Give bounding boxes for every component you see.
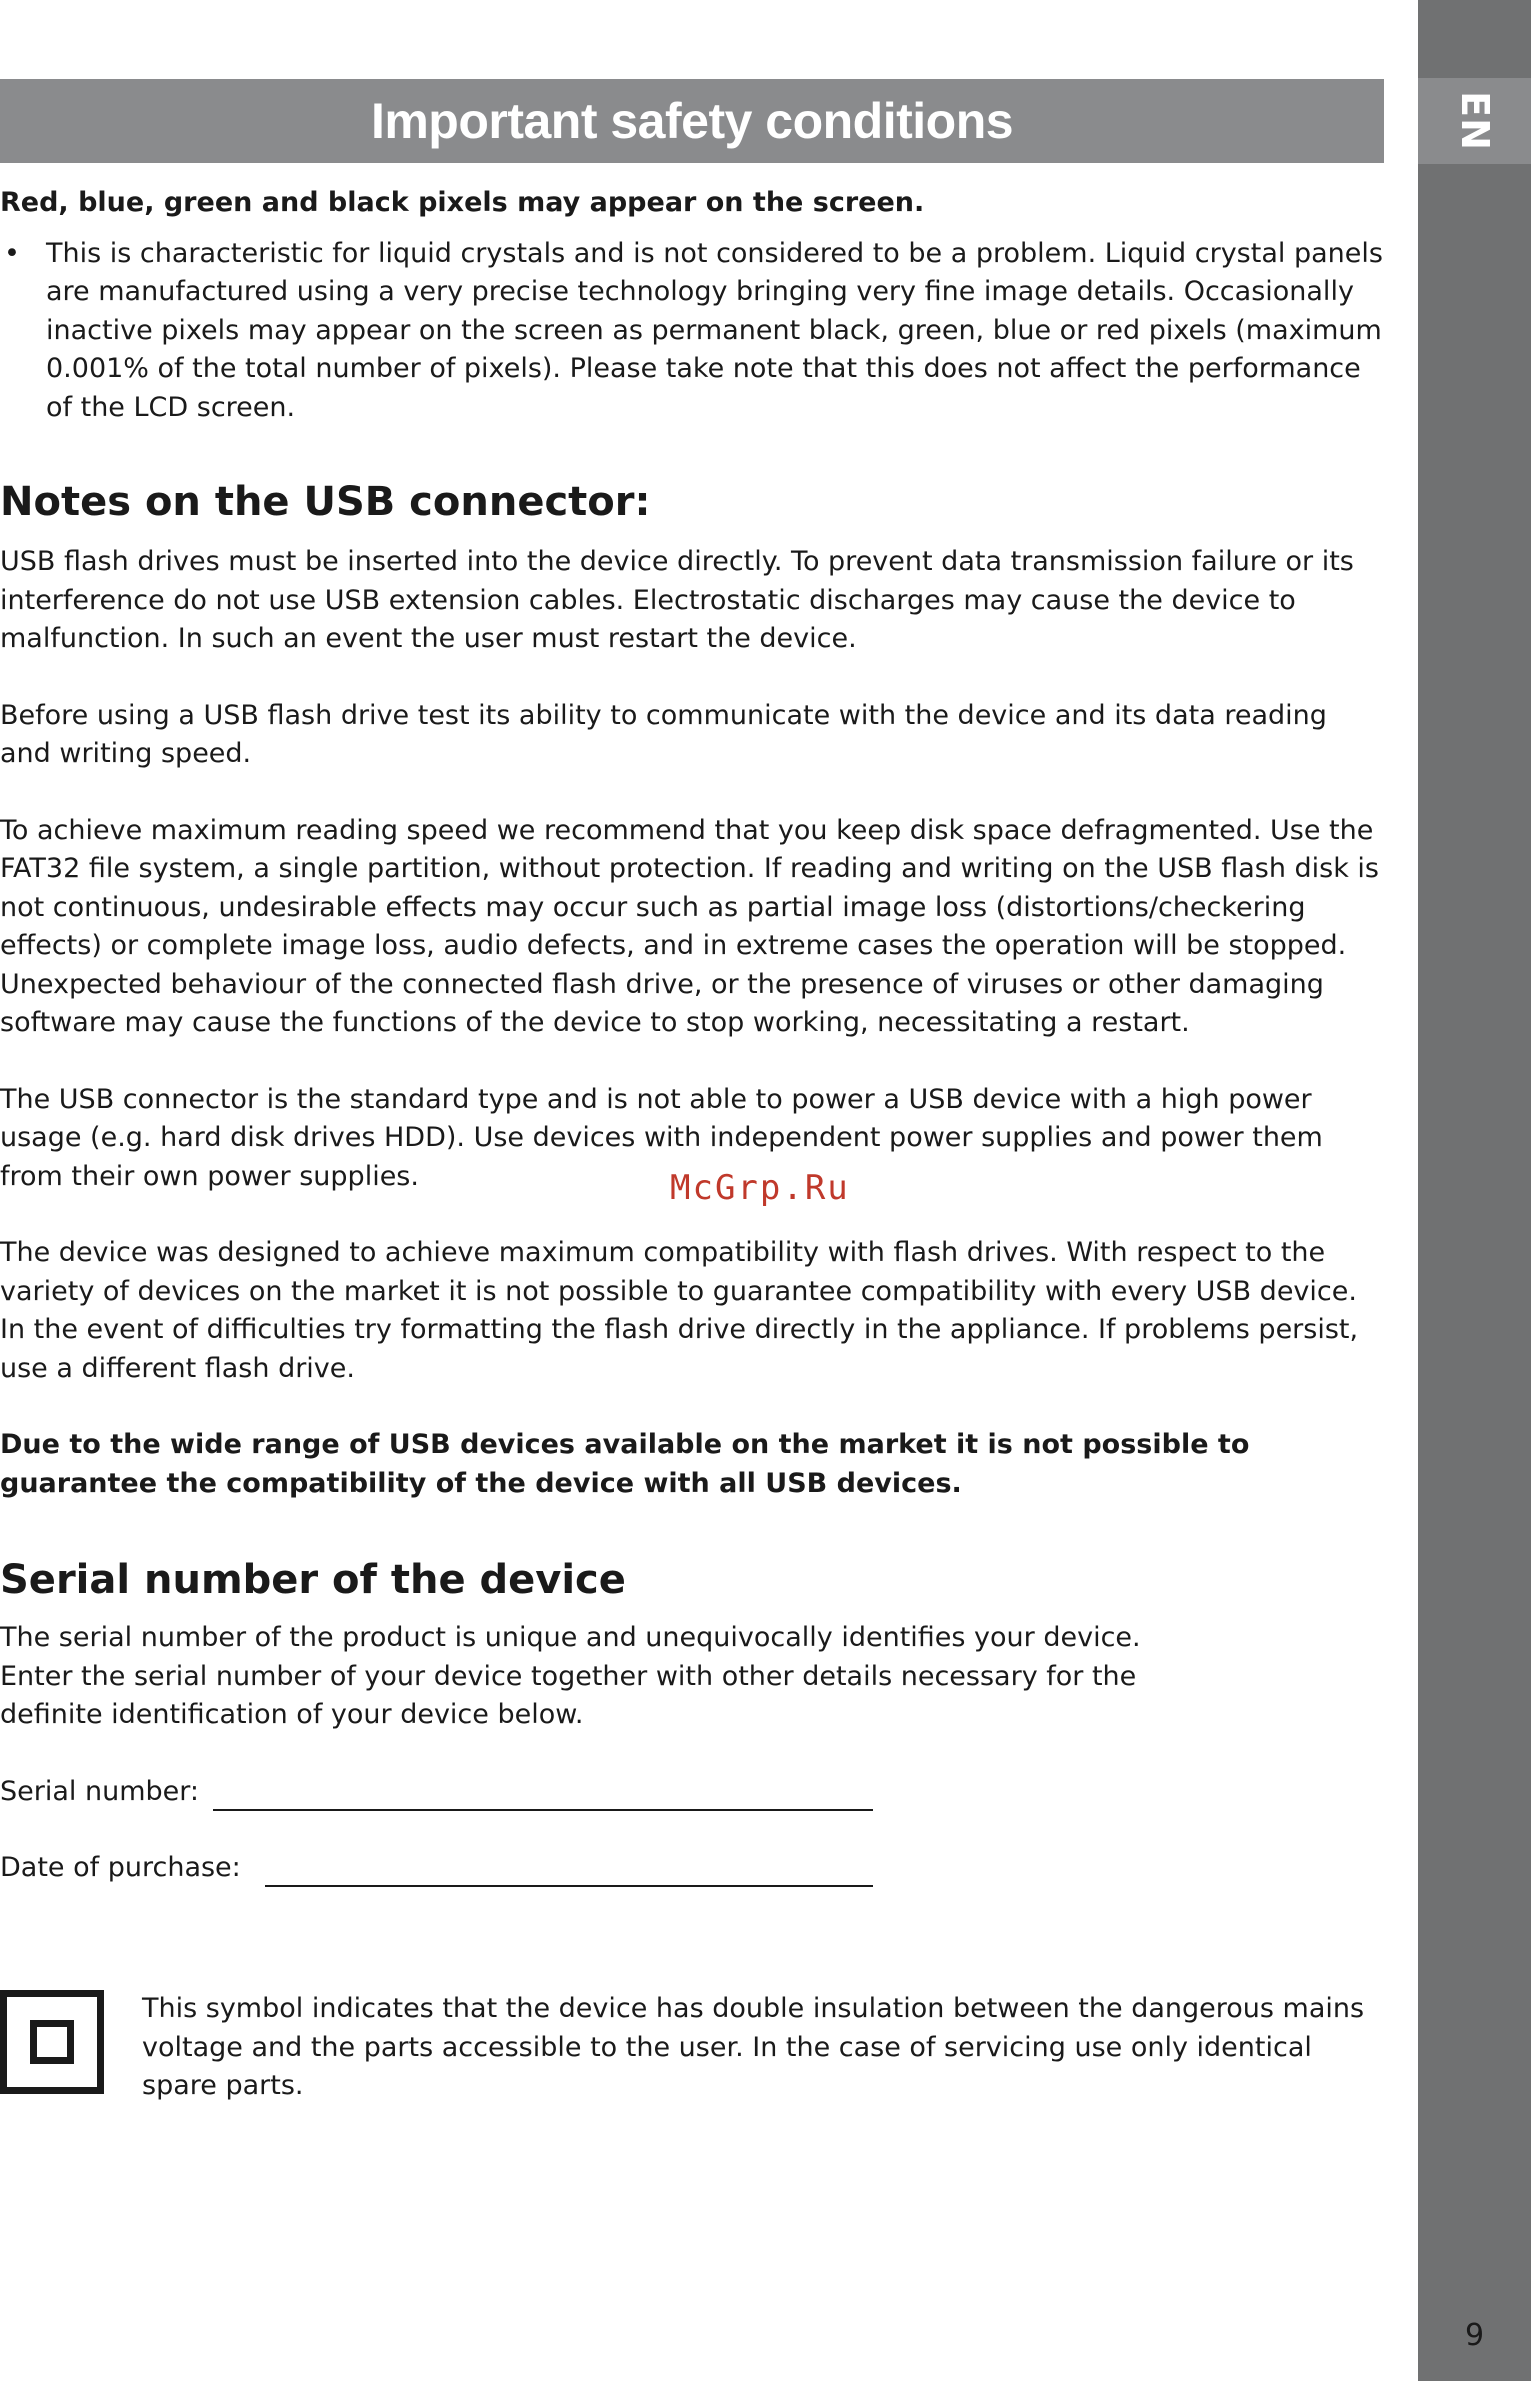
usb-heading: Notes on the USB connector:: [0, 479, 651, 525]
usb-paragraph-4: The USB connector is the standard type and is not able to power a USB device with a high power usage (e.g. hard disk drives HDD). Use devices with independent power supplies and power them from their own power supplies.: [0, 1083, 1323, 1192]
page-number: 9: [1464, 2318, 1485, 2353]
usb-paragraph-2: Before using a USB flash drive test its ability to communicate with the device and its data reading and writing speed.: [0, 699, 1327, 769]
main-content: [0, 184, 1384, 1887]
serial-number-row: [0, 1773, 1384, 1811]
serial-paragraph-line-1: The serial number of the product is unique and unequivocally identifies your device.: [0, 1622, 1141, 1653]
date-of-purchase-label: Date of purchase:: [0, 1851, 241, 1883]
usb-compatibility-note: Due to the wide range of USB devices available on the market it is not possible to guarantee the compatibility of the device with all USB devices.: [0, 1429, 1250, 1499]
serial-paragraph-line-2: Enter the serial number of your device together with other details necessary for the definite identification of your device below.: [0, 1660, 1137, 1730]
date-of-purchase-row: [0, 1849, 1384, 1887]
pixels-warning: Red, blue, green and black pixels may appear on the screen.: [0, 187, 925, 218]
watermark: McGrp.Ru: [670, 1168, 850, 1208]
sidebar: [1418, 0, 1531, 2381]
usb-paragraph-1: USB flash drives must be inserted into the device directly. To prevent data transmission failure or its interference do not use USB extension cables. Electrostatic discharges may cause the device to malfunction. In such an event the user must restart the device.: [0, 546, 1354, 654]
serial-heading: Serial number of the device: [0, 1557, 626, 1603]
language-label: EN: [1452, 91, 1497, 151]
bullet-icon: •: [4, 237, 20, 269]
double-insulation-icon: [0, 1990, 104, 2094]
serial-number-label: Serial number:: [0, 1775, 199, 1807]
date-of-purchase-field[interactable]: [265, 1857, 873, 1887]
language-tab: [1418, 78, 1531, 164]
pixels-bullet-text: This is characteristic for liquid crystals and is not considered to be a problem. Liquid crystal panels are manufactured using a very precise technology bringing very fine image details. Occasionally inactive pixels may appear on the screen as permanent black, green, blue or red pixels (maximum 0.001% of the total number of pixels). Please take note that this does not affect the performance of the LCD screen.: [46, 237, 1383, 423]
serial-number-field[interactable]: [213, 1781, 873, 1811]
double-insulation-section: [0, 1990, 1384, 2133]
usb-paragraph-3: To achieve maximum reading speed we recommend that you keep disk space defragmented. Use the FAT32 file system, a single partition, without protection. If reading and writing on the USB flash disk is not continuous, undesirable effects may occur such as partial image loss (distortions/checkering effects) or complete image loss, audio defects, and in extreme cases the operation will be stopped. Unexpected behaviour of the connected flash drive, or the presence of viruses or other damaging software may cause the functions of the device to stop working, necessitating a restart.: [0, 814, 1380, 1038]
page-title: Important safety conditions: [0, 79, 1384, 163]
usb-paragraph-5: The device was designed to achieve maximum compatibility with flash drives. With respect to the variety of devices on the market it is not possible to guarantee compatibility with every USB device. In the event of difficulties try formatting the flash drive directly in the appliance. If problems persist, use a different flash drive.: [0, 1237, 1359, 1384]
double-insulation-text: This symbol indicates that the device has double insulation between the dangerous mains voltage and the parts accessible to the user. In the case of servicing use only identical spare parts.: [142, 1993, 1365, 2101]
pixels-bullet: [0, 235, 1384, 428]
